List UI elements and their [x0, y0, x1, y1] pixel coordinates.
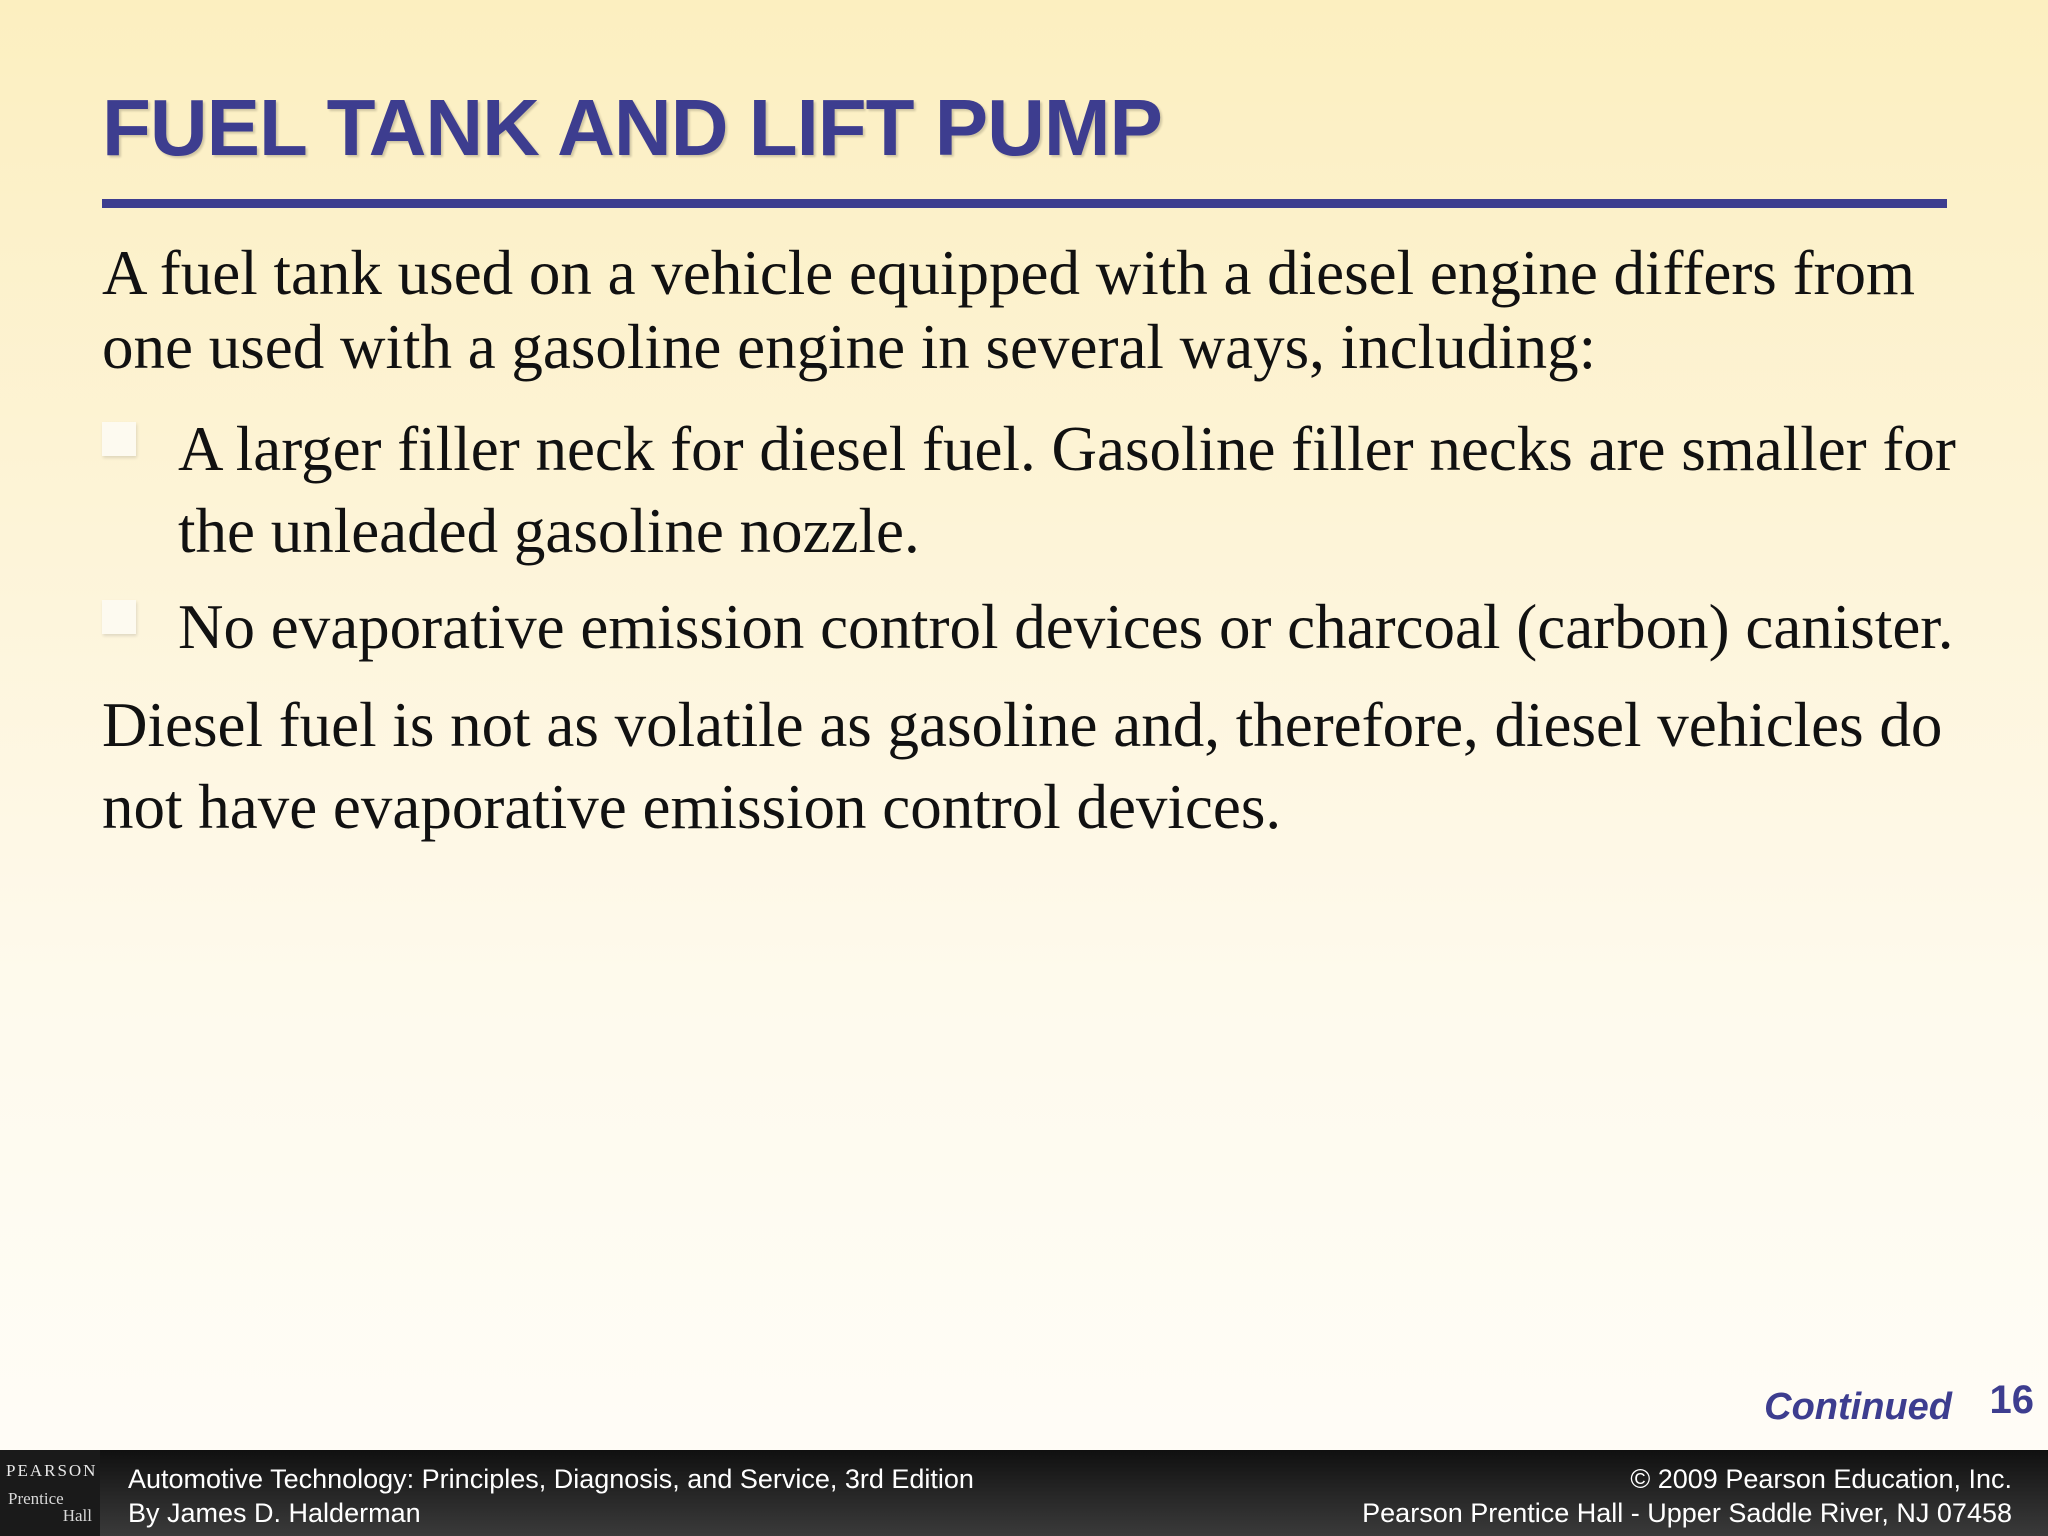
copyright-notice: © 2009 Pearson Education, Inc. [1630, 1464, 2012, 1494]
book-author: By James D. Halderman [128, 1498, 421, 1528]
bullet-item [102, 586, 1962, 668]
title-divider [102, 199, 1947, 208]
square-bullet-icon [102, 600, 136, 634]
logo-line-2: Hall [62, 1506, 92, 1525]
intro-paragraph: A fuel tank used on a vehicle equipped with a diesel engine differs from one used with a gasoline engine in several ways, including: [102, 238, 1916, 382]
footer-publisher-info [1362, 1462, 2012, 1530]
pearson-prentice-hall-logo [0, 1450, 100, 1536]
slide-number: 16 [1989, 1378, 2034, 1422]
slide-content [102, 236, 1962, 848]
logo-line-1: Prentice [8, 1489, 64, 1508]
bullet-item [102, 408, 1962, 572]
footer-bar [0, 1450, 2048, 1536]
bullet-text: A larger filler neck for diesel fuel. Gasoline filler necks are smaller for the unleaded gasoline nozzle. [178, 414, 1956, 566]
square-bullet-icon [102, 422, 136, 456]
logo-wordmark-top: PEARSON [6, 1461, 98, 1480]
conclusion-paragraph: Diesel fuel is not as volatile as gasoline and, therefore, diesel vehicles do not have evaporative emission control devices. [102, 690, 1943, 842]
continued-label: Continued [1764, 1386, 1952, 1428]
book-title: Automotive Technology: Principles, Diagnosis, and Service, 3rd Edition [128, 1464, 974, 1494]
logo-wordmark-bottom [8, 1490, 94, 1524]
slide-title: FUEL TANK AND LIFT PUMP [102, 83, 1162, 172]
publisher-address: Pearson Prentice Hall - Upper Saddle River, NJ 07458 [1362, 1498, 2012, 1528]
footer-book-info [128, 1462, 974, 1530]
bullet-text: No evaporative emission control devices or charcoal (carbon) canister. [178, 592, 1954, 662]
bullet-list [102, 408, 1962, 668]
